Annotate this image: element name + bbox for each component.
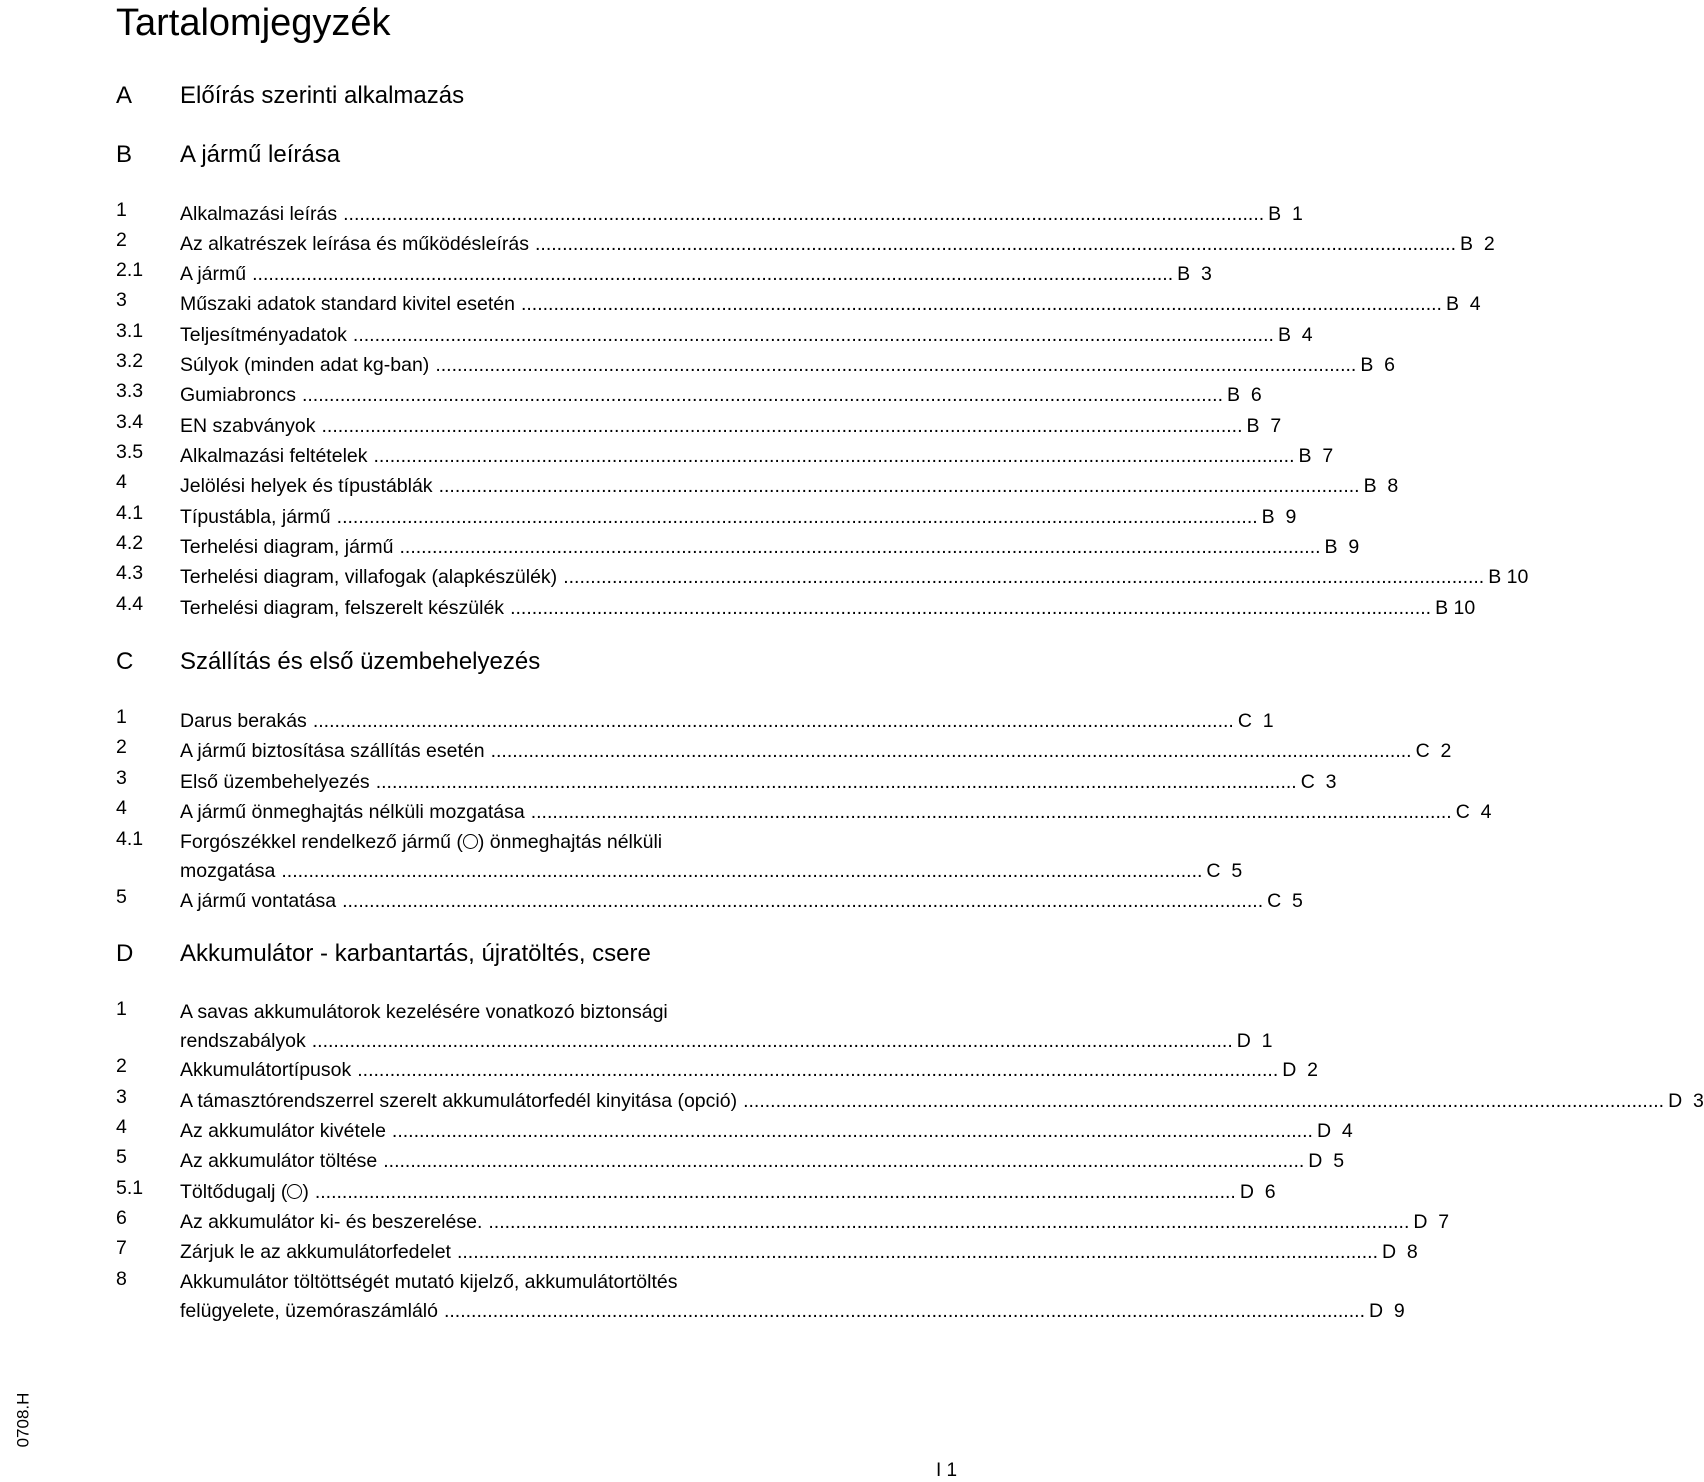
page-reference: D 6: [1239, 1181, 1276, 1203]
page-reference: C 2: [1415, 740, 1452, 762]
entry-number: 3.2: [116, 350, 144, 372]
entry-title: Az akkumulátor ki- és beszerelése.: [180, 1211, 483, 1233]
page-reference: C 5: [1206, 860, 1243, 882]
page-reference: B 7: [1298, 445, 1334, 467]
page-reference: B 2: [1460, 233, 1495, 255]
entry-title: Alkalmazási feltételek: [180, 445, 368, 467]
dot-leader: ..........................................................................................................................................................................: [343, 203, 1265, 225]
dot-leader: ..........................................................................................................................................................................: [252, 263, 1174, 285]
entry-number: 3.3: [116, 380, 144, 402]
page-reference: B 9: [1324, 536, 1360, 558]
entry-title: A jármű önmeghajtás nélküli mozgatása: [180, 801, 525, 823]
dot-leader: ..........................................................................................................................................................................: [534, 233, 1456, 255]
entry-title: Terhelési diagram, villafogak (alapkészülék): [180, 566, 558, 588]
page-number: I 1: [936, 1460, 958, 1481]
page-reference: D 7: [1413, 1211, 1450, 1233]
page-reference: C 3: [1300, 771, 1337, 793]
dot-leader: ..........................................................................................................................................................................: [443, 1300, 1365, 1322]
dot-leader: ..........................................................................................................................................................................: [488, 1211, 1410, 1233]
page-reference: D 3: [1668, 1090, 1704, 1112]
entry-number: 3: [116, 289, 127, 311]
page-title: Tartalomjegyzék: [116, 2, 391, 44]
section-title: Előírás szerinti alkalmazás: [180, 82, 465, 109]
entry-number: 5: [116, 1146, 127, 1168]
dot-leader: ..........................................................................................................................................................................: [311, 1030, 1233, 1052]
entry-number: 2: [116, 229, 127, 251]
entry-number: 8: [116, 1268, 127, 1290]
entry-number: 4.1: [116, 828, 144, 850]
section-letter: A: [116, 82, 133, 109]
entry-title-line1: Akkumulátor töltöttségét mutató kijelző, akkumulátortöltés: [180, 1271, 678, 1293]
entry-title-part: Forgószékkel rendelkező jármű (: [180, 831, 463, 853]
dot-leader: ..........................................................................................................................................................................: [321, 415, 1243, 437]
page-reference: D 9: [1368, 1300, 1405, 1322]
page-reference: B 3: [1177, 263, 1212, 285]
dot-leader: ..........................................................................................................................................................................: [391, 1120, 1313, 1142]
circle-icon: [463, 834, 478, 849]
page-reference: B 4: [1445, 293, 1481, 315]
dot-leader: ..........................................................................................................................................................................: [352, 324, 1274, 346]
section-title: Szállítás és első üzembehelyezés: [180, 648, 541, 675]
page-reference: B 9: [1261, 506, 1297, 528]
dot-leader: ..........................................................................................................................................................................: [743, 1090, 1665, 1112]
section-letter: C: [116, 648, 134, 675]
page-reference: C 5: [1267, 890, 1303, 912]
entry-title: Műszaki adatok standard kivitel esetén: [180, 293, 515, 315]
entry-title: [180, 1177, 309, 1207]
entry-number: 1: [116, 998, 127, 1020]
page-reference: C 1: [1237, 710, 1274, 732]
dot-leader: ..........................................................................................................................................................................: [399, 536, 1321, 558]
entry-number: 4: [116, 797, 127, 819]
page-reference: C 4: [1455, 801, 1492, 823]
entry-number: 4.3: [116, 562, 144, 584]
entry-number: 3.5: [116, 441, 144, 463]
entry-title-line1: [180, 828, 922, 856]
entry-number: 6: [116, 1207, 127, 1229]
dot-leader: ..........................................................................................................................................................................: [438, 475, 1360, 497]
entry-title: A jármű: [180, 263, 247, 285]
entry-title: Terhelési diagram, felszerelt készülék: [180, 597, 505, 619]
entry-number: 2: [116, 736, 127, 758]
section-title: Akkumulátor - karbantartás, újratöltés, csere: [180, 940, 651, 967]
dot-leader: ..........................................................................................................................................................................: [563, 566, 1485, 588]
entry-title: Típustábla, jármű: [180, 506, 331, 528]
entry-number: 1: [116, 199, 127, 221]
entry-title: Súlyok (minden adat kg-ban): [180, 354, 430, 376]
entry-number: 4.2: [116, 532, 144, 554]
entry-number: 5: [116, 886, 127, 908]
dot-leader: ..........................................................................................................................................................................: [336, 506, 1258, 528]
entry-title: A támasztórendszerrel szerelt akkumulátorfedél kinyitása (opció): [180, 1090, 738, 1112]
section-letter: B: [116, 141, 133, 168]
entry-number: 4: [116, 471, 127, 493]
entry-number: 1: [116, 706, 127, 728]
dot-leader: ..........................................................................................................................................................................: [312, 710, 1234, 732]
entry-number: 2.1: [116, 259, 144, 281]
entry-number: 7: [116, 1237, 127, 1259]
dot-leader: ..........................................................................................................................................................................: [301, 384, 1223, 406]
entry-title-line1: A savas akkumulátorok kezelésére vonatkozó biztonsági: [180, 1001, 668, 1023]
dot-leader: ..........................................................................................................................................................................: [383, 1150, 1305, 1172]
page-reference: B 6: [1226, 384, 1262, 406]
entry-title-part: Töltődugalj (: [180, 1181, 288, 1203]
entry-title: Az akkumulátor kivétele: [180, 1120, 386, 1142]
entry-title: Akkumulátortípusok: [180, 1059, 352, 1081]
document-code: 0708.H: [13, 1392, 33, 1448]
section-letter: D: [116, 940, 134, 967]
dot-leader: ..........................................................................................................................................................................: [456, 1241, 1378, 1263]
entry-title: felügyelete, üzemóraszámláló: [180, 1300, 438, 1322]
dot-leader: ..........................................................................................................................................................................: [357, 1059, 1279, 1081]
entry-number: 4.4: [116, 593, 144, 615]
dot-leader: ..........................................................................................................................................................................: [520, 293, 1442, 315]
entry-number: 3.1: [116, 320, 144, 342]
entry-number: 5.1: [116, 1177, 144, 1199]
entry-title: Gumiabroncs: [180, 384, 296, 406]
page-reference: D 2: [1282, 1059, 1319, 1081]
page-reference: D 4: [1316, 1120, 1353, 1142]
entry-title: Az alkatrészek leírása és működésleírás: [180, 233, 529, 255]
dot-leader: ..........................................................................................................................................................................: [342, 890, 1264, 912]
entry-title: Alkalmazási leírás: [180, 203, 338, 225]
entry-title: A jármű biztosítása szállítás esetén: [180, 740, 485, 762]
dot-leader: ..........................................................................................................................................................................: [510, 597, 1432, 619]
entry-title: rendszabályok: [180, 1030, 306, 1052]
page-reference: B 10: [1488, 566, 1529, 588]
entry-title: Darus berakás: [180, 710, 307, 732]
page-reference: B 6: [1360, 354, 1396, 376]
entry-title: Terhelési diagram, jármű: [180, 536, 394, 558]
entry-title: Első üzembehelyezés: [180, 771, 370, 793]
page-reference: D 8: [1381, 1241, 1418, 1263]
entry-number: 4.1: [116, 502, 144, 524]
dot-leader: ..........................................................................................................................................................................: [314, 1181, 1236, 1203]
dot-leader: ..........................................................................................................................................................................: [530, 801, 1452, 823]
entry-title: Teljesítményadatok: [180, 324, 347, 346]
page-reference: B 10: [1435, 597, 1476, 619]
dot-leader: ..........................................................................................................................................................................: [490, 740, 1412, 762]
entry-title-part: ) önmeghajtás nélküli: [477, 831, 663, 853]
entry-title: Jelölési helyek és típustáblák: [180, 475, 433, 497]
dot-leader: ..........................................................................................................................................................................: [435, 354, 1357, 376]
page-reference: D 5: [1308, 1150, 1345, 1172]
entry-title: A jármű vontatása: [180, 890, 337, 912]
entry-title: mozgatása: [180, 860, 276, 882]
page-reference: B 7: [1246, 415, 1282, 437]
entry-title: Az akkumulátor töltése: [180, 1150, 378, 1172]
entry-number: 3: [116, 1086, 127, 1108]
page-reference: D 1: [1236, 1030, 1273, 1052]
page-reference: B 4: [1277, 324, 1313, 346]
entry-number: 2: [116, 1055, 127, 1077]
entry-title-part: ): [302, 1181, 309, 1203]
entry-number: 4: [116, 1116, 127, 1138]
dot-leader: ..........................................................................................................................................................................: [281, 860, 1203, 882]
dot-leader: ..........................................................................................................................................................................: [375, 771, 1297, 793]
circle-icon: [287, 1184, 302, 1199]
entry-title: Zárjuk le az akkumulátorfedelet: [180, 1241, 451, 1263]
page-reference: B 8: [1363, 475, 1399, 497]
page-reference: B 1: [1268, 203, 1303, 225]
entry-number: 3.4: [116, 411, 144, 433]
entry-number: 3: [116, 767, 127, 789]
entry-title: EN szabványok: [180, 415, 316, 437]
section-title: A jármű leírása: [180, 141, 341, 168]
dot-leader: ..........................................................................................................................................................................: [373, 445, 1295, 467]
